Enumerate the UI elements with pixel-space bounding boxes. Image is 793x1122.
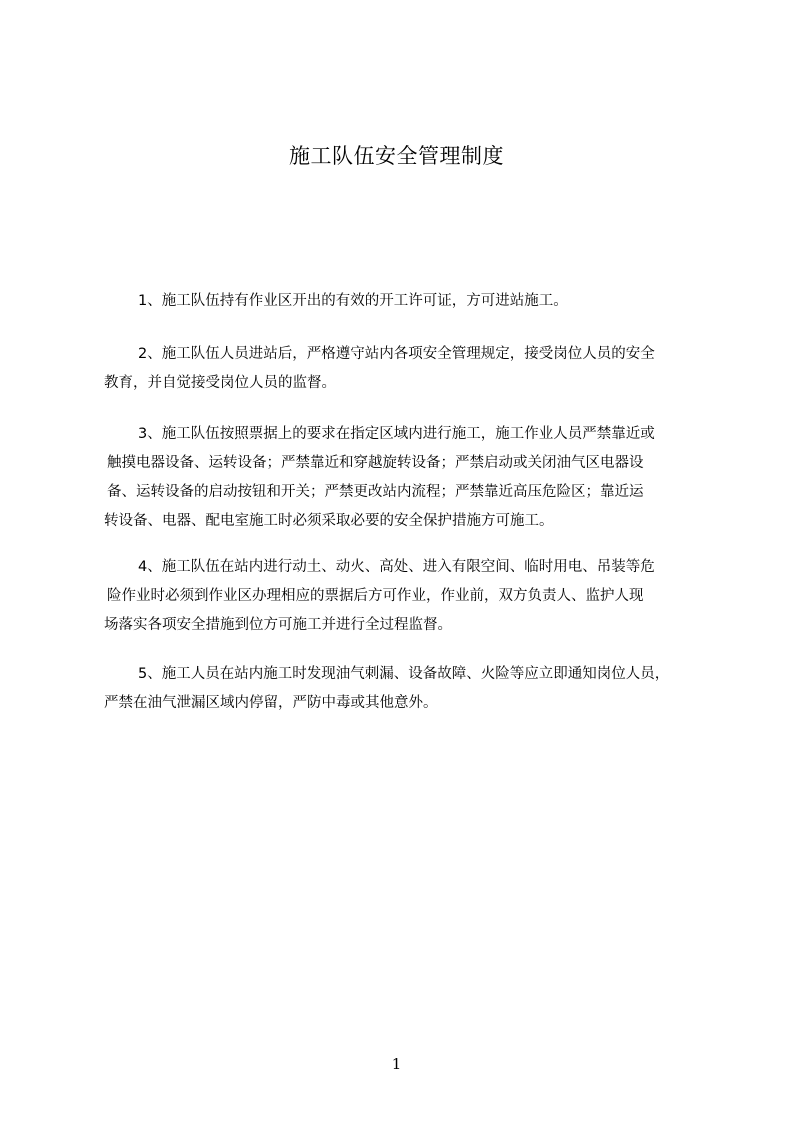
clause-3-line-1: 3、施工队伍按照票据上的要求在指定区域内进行施工，施工作业人员严禁靠近或 (138, 426, 655, 442)
clause-5-line-1: 5、施工人员在站内施工时发现油气刺漏、设备故障、火险等应立即通知岗位人员， (138, 666, 670, 682)
clause-4-line-1: 4、施工队伍在站内进行动土、动火、高处、进入有限空间、临时用电、吊装等危 (138, 559, 655, 575)
clause-2 (104, 340, 716, 398)
clause-1 (104, 287, 716, 316)
clause-5-line-2: 严禁在油气泄漏区域内停留，严防中毒或其他意外。 (104, 695, 438, 711)
clause-4 (104, 553, 716, 640)
clause-2-line-2: 教育，并自觉接受岗位人员的监督。 (104, 375, 336, 391)
clause-3-line-2: 触摸电器设备、运转设备；严禁靠近和穿越旋转设备；严禁启动或关闭油气区电器设 (107, 455, 644, 471)
clause-2-line-1: 2、施工队伍人员进站后，严格遵守站内各项安全管理规定，接受岗位人员的安全 (138, 346, 655, 362)
clause-4-line-3: 场落实各项安全措施到位方可施工并进行全过程监督。 (104, 617, 452, 633)
clause-4-line-2: 险作业时必须到作业区办理相应的票据后方可作业，作业前，双方负责人、监护人现 (107, 588, 644, 604)
clause-1-line-1: 1、施工队伍持有作业区开出的有效的开工许可证，方可进站施工。 (138, 293, 568, 309)
page-number: 1 (391, 1055, 402, 1073)
clause-3-line-3: 备、运转设备的启动按钮和开关；严禁更改站内流程；严禁靠近高压危险区；靠近运 (107, 484, 644, 500)
clause-5 (104, 660, 716, 718)
page-title: 施工队伍安全管理制度 (289, 144, 504, 168)
clause-3-line-4: 转设备、电器、配电室施工时必须采取必要的安全保护措施方可施工。 (104, 513, 554, 529)
clause-3 (104, 420, 716, 536)
